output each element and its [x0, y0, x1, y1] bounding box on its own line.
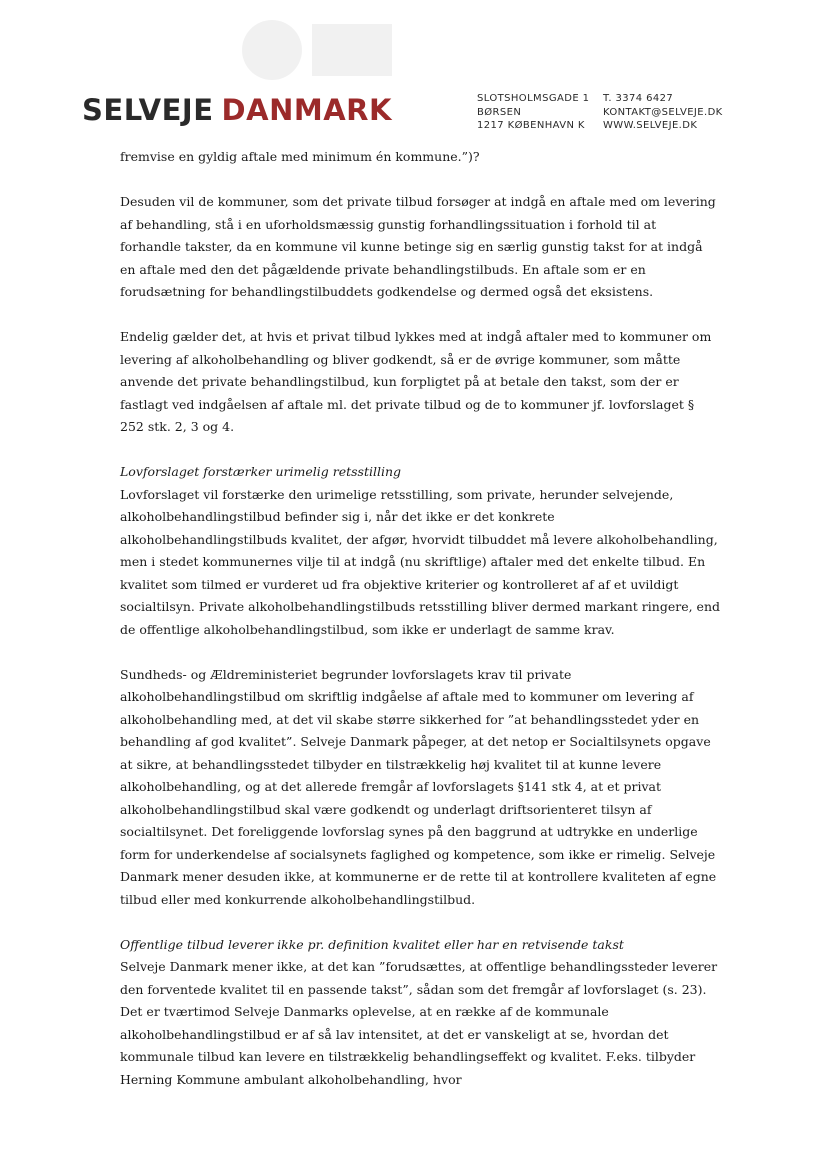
paragraph-continuation: fremvise en gyldig aftale med minimum én kommune.”)? [120, 149, 480, 164]
section-heading-offentlige-tilbud: Offentlige tilbud leverer ikke pr. definition kvalitet eller har en retvisende takst [120, 936, 624, 952]
address-street: SLOTSHOLMSGADE 1 [477, 93, 590, 104]
paragraph-negotiation: Desuden vil de kommuner, som det private tilbud forsøger at indgå en aftale med om levering af behandling, stå i en uforholdsmæssig gunstig forhandlingssituation i forhold til at forhandle takster, da en kommune vil kunne betinge sig en særlig gunstig takst for at indgå en aftale med den det pågældende private behandlingstilbuds. En aftale som er en forudsætning for behandlingstilbuddets godkendelse og dermed også det eksistens. [120, 194, 716, 299]
letter-body [120, 146, 720, 1114]
paragraph-ministry: Sundheds- og Ældreministeriet begrunder lovforslagets krav til private alkoholbehandlingstilbud om skriftlig indgåelse af aftale med to kommuner om levering af alkoholbehandling med, at det vil skabe større sikkerhed for ”at behandlingsstedet yder en behandling af god kvalitet”. Selveje Danmark påpeger, at det netop er Socialtilsynets opgave at sikre, at behandlingsstedet tilbyder en tilstrækkelig høj kvalitet til at kunne levere alkoholbehandling, og at det allerede fremgår af lovforslagets §141 stk 4, at et privat alkoholbehandlingstilbud skal være godkendt og underlagt driftsorienteret tilsyn af socialtilsynet. Det foreliggende lovforslag synes på den baggrund at udtrykke en underlige form for underkendelse af socialsynets faglighed og kompetence, som ikke er rimelig. Selveje Danmark mener desuden ikke, at kommunerne er de rette til at kontrollere kvaliteten af egne tilbud eller med konkurrende alkoholbehandlingstilbud. [120, 666, 717, 907]
paragraph-retsstilling: Lovforslaget vil forstærke den urimelige retsstilling, som private, herunder selvejende, alkoholbehandlingstilbud befinder sig i, når det ikke er det konkrete alkoholbehandlingstilbuds kvalitet, der afgør, hvorvidt tilbuddet må levere alkoholbehandling, men i stedet kommunernes vilje til at indgå (nu skriftlige) aftaler med det enkelte tilbud. En kvalitet som tilmed er vurderet ud fra objektive kriterier og kontrolleret af af et uvildigt socialtilsyn. Private alkoholbehandlingstilbuds retsstilling bliver dermed markant ringere, end de offentlige alkoholbehandlingstilbud, som ikke er underlagt de samme krav. [120, 486, 720, 637]
paragraph-tariff: Endelig gælder det, at hvis et privat tilbud lykkes med at indgå aftaler med to kommuner om levering af alkoholbehandling og bliver godkendt, så er de øvrige kommuner, som måtte anvende det private behandlingstilbud, kun forpligtet på at betale den takst, som der er fastlagt ved indgåelsen af aftale ml. det private tilbud og de to kommuner jf. lovforslaget § 252 stk. 2, 3 og 4. [120, 329, 712, 434]
logo-word-selveje: SELVEJE [82, 93, 214, 127]
section-offentlige-tilbud [120, 934, 720, 1092]
contact-phone: T. 3374 6427 [603, 93, 674, 104]
contact-website[interactable]: WWW.SELVEJE.DK [603, 120, 698, 131]
watermark-logo [232, 14, 402, 86]
address-building: BØRSEN [477, 106, 522, 118]
selveje-danmark-logo [82, 92, 392, 128]
logo-word-danmark: DANMARK [221, 93, 392, 127]
section-heading-retsstilling: Lovforslaget forstærker urimelig retsstilling [120, 464, 402, 479]
paragraph-offentlige-tilbud: Selveje Danmark mener ikke, at det kan ”forudsættes, at offentlige behandlingssteder leverer den forventede kvalitet til en passende takst”, sådan som det fremgår af lovforslaget (s. 23). Det er tværtimod Selveje Danmarks oplevelse, at en række af de kommunale alkoholbehandlingstilbud er af så lav intensitet, at det er vanskeligt at se, hvordan det kommunale tilbud kan levere en tilstrækkelig behandlingseffekt og kvalitet. F.eks. tilbyder Herning Kommune ambulant alkoholbehandling, hvor [120, 959, 718, 1087]
section-retsstilling [120, 461, 720, 641]
contact-block [603, 92, 723, 133]
address-city: 1217 KØBENHAVN K [477, 120, 585, 131]
contact-email[interactable]: KONTAKT@SELVEJE.DK [603, 106, 723, 118]
address-block [477, 92, 589, 133]
